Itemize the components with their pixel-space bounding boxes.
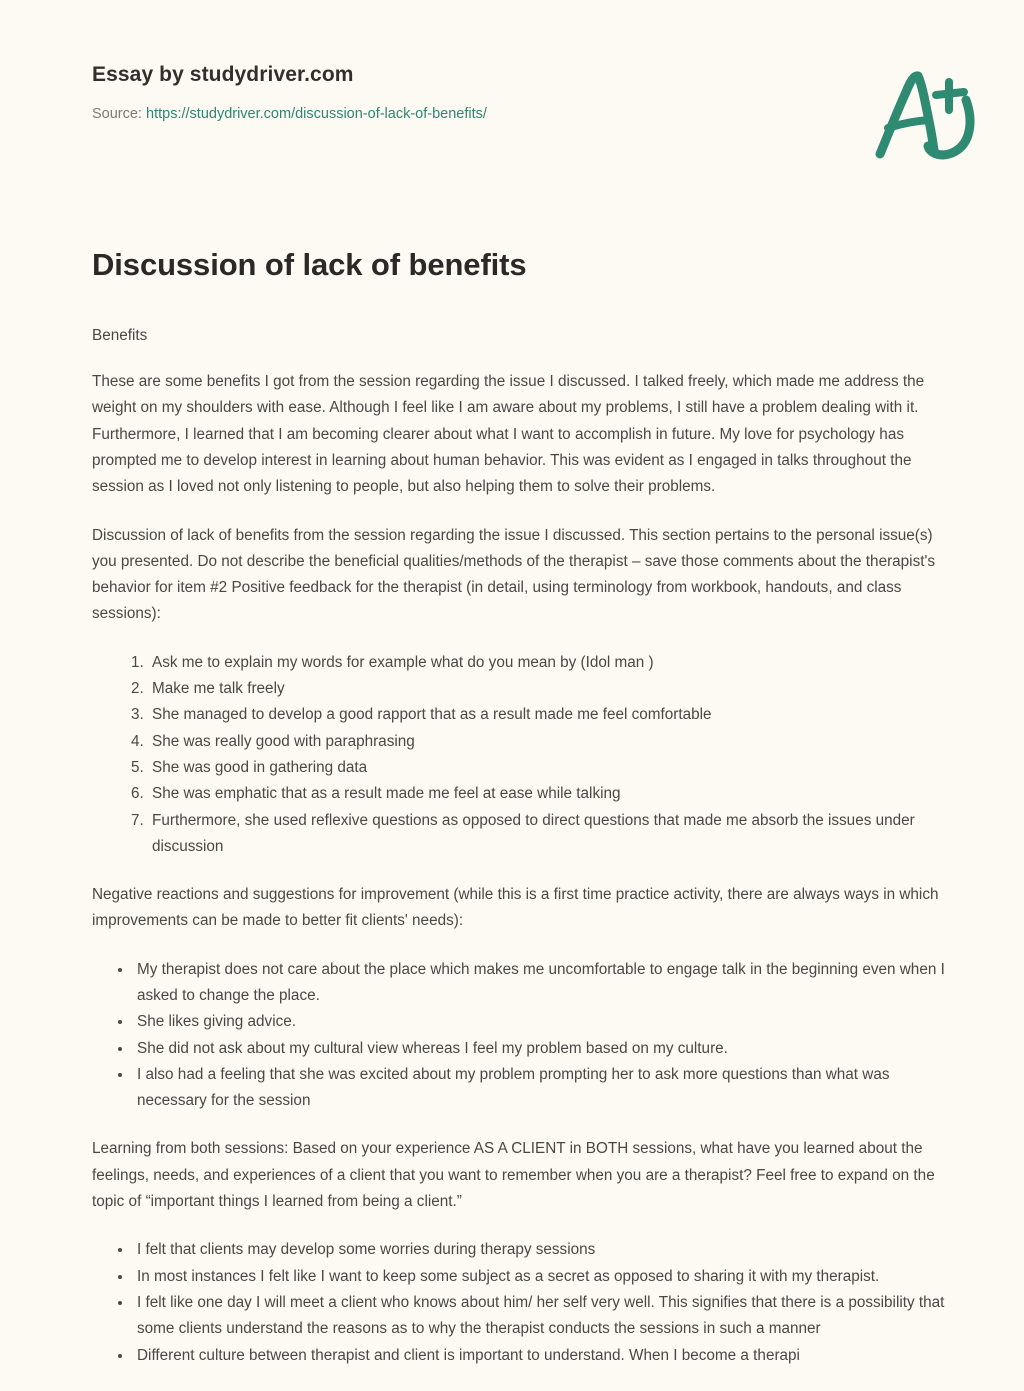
list-item: 3. She managed to develop a good rapport that as a result made me feel comfortable — [148, 702, 952, 728]
list-item: 6. She was emphatic that as a result made me feel at ease while talking — [148, 781, 952, 807]
article-body — [92, 246, 952, 1391]
list-item: • In most instances I felt like I want to keep some subject as a secret as opposed to sharing it with my therapist. — [133, 1264, 952, 1290]
list-item: • She did not ask about my cultural view whereas I feel my problem based on my culture. — [133, 1036, 952, 1062]
positive-feedback-list — [92, 650, 952, 860]
source-label: Source: — [92, 106, 142, 123]
list-item: 4. She was really good with paraphrasing — [148, 729, 952, 755]
list-item: • She likes giving advice. — [133, 1009, 952, 1035]
document-header — [92, 62, 984, 182]
paragraph-discussion-instructions: Discussion of lack of benefits from the session regarding the issue I discussed. This section pertains to the personal issue(s) you presented. Do not describe the beneficial qualities/methods of the therapist – save those comments about the therapist's behavior for item #2 Positive feedback for the therapist (in detail, using terminology from workbook, handouts, and class sessions): — [92, 526, 936, 623]
brand-title: Essay by studydriver.com — [92, 63, 354, 86]
list-item: 1. Ask me to explain my words for example what do you mean by (Idol man ) — [148, 650, 952, 676]
list-item: • Different culture between therapist and client is important to understand. When I become a therapi — [133, 1343, 952, 1369]
learning-list — [92, 1237, 952, 1368]
paragraph-learning-from-sessions: Learning from both sessions: Based on your experience AS A CLIENT in BOTH sessions, what have you learned about the feelings, needs, and experiences of a client that you want to remember when you are a therapist? Feel free to expand on the topic of “important things I learned from being a client.” — [92, 1140, 935, 1211]
page-title: Discussion of lack of benefits — [92, 247, 527, 282]
source-url-link[interactable]: https://studydriver.com/discussion-of-lack-of-benefits/ — [146, 106, 487, 123]
list-item: 2. Make me talk freely — [148, 676, 952, 702]
list-item: 5. She was good in gathering data — [148, 755, 952, 781]
list-item: • I also had a feeling that she was excited about my problem prompting her to ask more questions than what was necessary for the session — [133, 1062, 952, 1115]
list-item: • I felt like one day I will meet a client who knows about him/ her self very well. This signifies that there is a possibility that some clients understand the reasons as to why the therapist conducts the sessions in such a manner — [133, 1290, 952, 1343]
source-line — [92, 105, 984, 124]
paragraph-benefits-intro: These are some benefits I got from the session regarding the issue I discussed. I talked freely, which made me address the weight on my shoulders with ease. Although I feel like I am aware about my problems, I still have a problem dealing with it. Furthermore, I learned that I am becoming clearer about what I want to accomplish in future. My love for psychology has prompted me to develop interest in learning about human behavior. This was evident as I engaged in talks throughout the session as I loved not only listening to people, but also helping them to solve their problems. — [92, 373, 925, 496]
negative-reactions-list — [92, 957, 952, 1115]
a-plus-logo-icon — [866, 62, 986, 172]
list-item: • My therapist does not care about the place which makes me uncomfortable to engage talk in the beginning even when I asked to change the place. — [133, 957, 952, 1010]
list-item: • I felt that clients may develop some worries during therapy sessions — [133, 1237, 952, 1263]
list-item: 7. Furthermore, she used reflexive questions as opposed to direct questions that made me absorb the issues under discussion — [148, 808, 952, 861]
paragraph-negative-reactions: Negative reactions and suggestions for improvement (while this is a first time practice activity, there are always ways in which improvements can be made to better fit clients' needs): — [92, 886, 939, 930]
section-label-benefits: Benefits — [92, 326, 148, 344]
